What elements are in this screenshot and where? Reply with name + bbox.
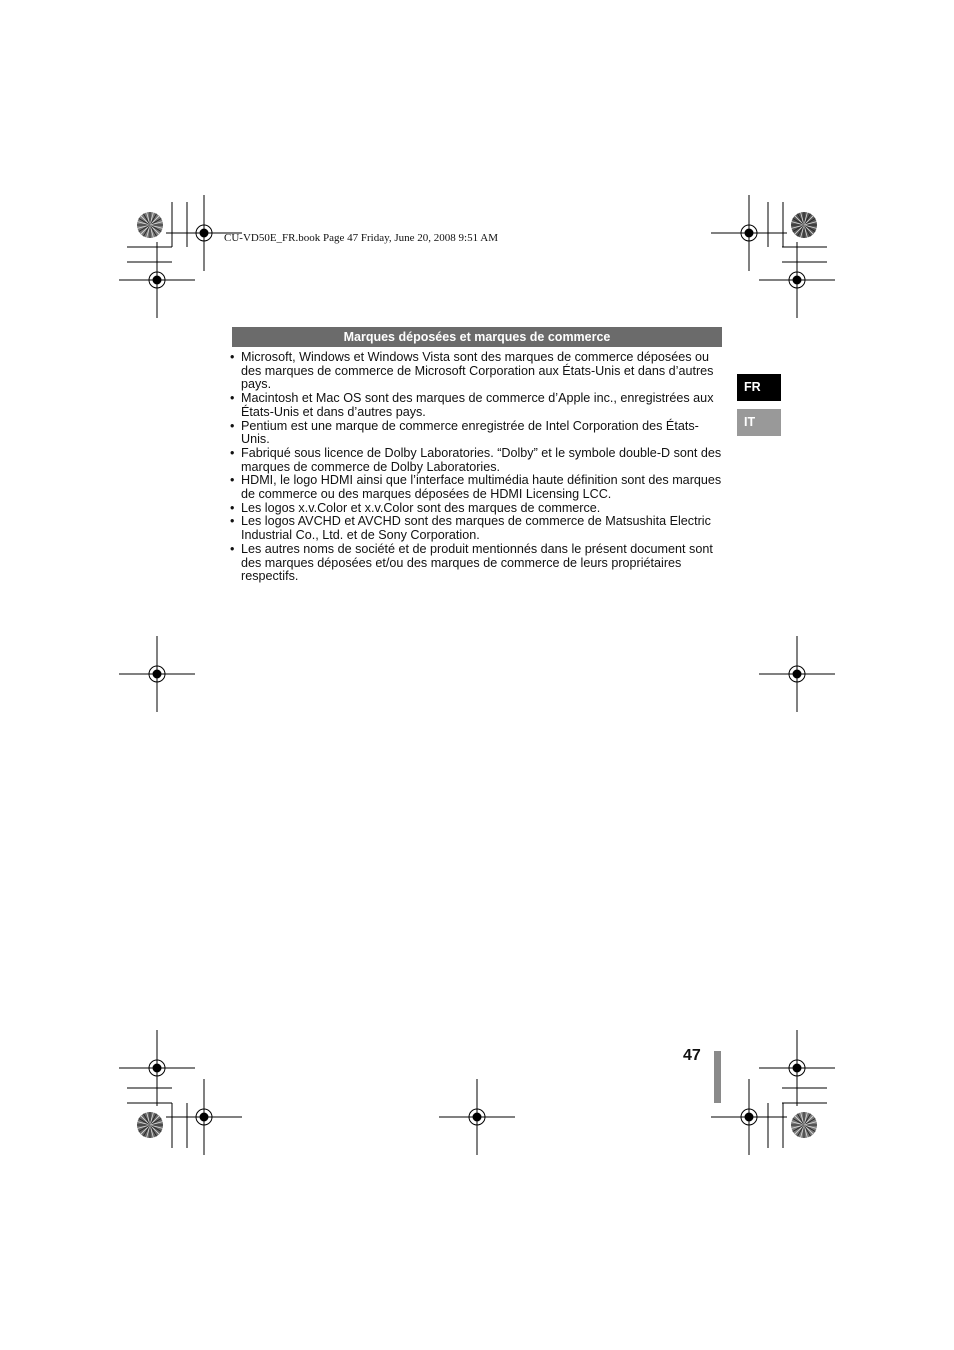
page-edge-bar xyxy=(714,1051,721,1103)
trademark-list xyxy=(230,351,724,584)
list-item: • Macintosh et Mac OS sont des marques de commerce d’Apple inc., enregistrées aux États-Unis et dans d’autres pays. xyxy=(230,392,724,419)
list-item: • HDMI, le logo HDMI ainsi que l’interface multimédia haute définition sont des marques de commerce ou des marques déposées de HDMI Licensing LCC. xyxy=(230,474,724,501)
color-calibration-starburst-icon xyxy=(137,1112,163,1138)
registration-target-icon xyxy=(759,1030,835,1106)
list-item: • Les logos x.v.Color et x.v.Color sont des marques de commerce. xyxy=(230,502,724,516)
list-item: • Pentium est une marque de commerce enregistrée de Intel Corporation des États-Unis. xyxy=(230,420,724,447)
color-calibration-starburst-icon xyxy=(791,212,817,238)
registration-target-icon xyxy=(166,1079,242,1155)
section-title: Marques déposées et marques de commerce xyxy=(232,327,722,347)
page-number: 47 xyxy=(683,1047,701,1064)
registration-target-icon xyxy=(119,1030,195,1106)
language-tab-fr[interactable]: FR xyxy=(737,374,781,401)
language-tab-it[interactable]: IT xyxy=(737,409,781,436)
registration-target-icon xyxy=(759,636,835,712)
list-item: • Fabriqué sous licence de Dolby Laboratories. “Dolby” et le symbole double-D sont des marques de commerce de Dolby Laboratories. xyxy=(230,447,724,474)
registration-target-icon xyxy=(711,1079,787,1155)
registration-target-icon xyxy=(439,1079,515,1155)
list-item: • Les logos AVCHD et AVCHD sont des marques de commerce de Matsushita Electric Industrial Co., Ltd. et de Sony Corporation. xyxy=(230,515,724,542)
color-calibration-starburst-icon xyxy=(791,1112,817,1138)
list-item: • Microsoft, Windows et Windows Vista sont des marques de commerce déposées ou des marques de commerce de Microsoft Corporation aux États-Unis et dans d’autres pays. xyxy=(230,351,724,392)
registration-target-icon xyxy=(759,242,835,318)
color-calibration-starburst-icon xyxy=(137,212,163,238)
registration-target-icon xyxy=(119,636,195,712)
file-info-header: CU-VD50E_FR.book Page 47 Friday, June 20, 2008 9:51 AM xyxy=(224,232,498,244)
registration-target-icon xyxy=(711,195,787,271)
registration-target-icon xyxy=(119,242,195,318)
list-item: • Les autres noms de société et de produit mentionnés dans le présent document sont des marques déposées et/ou des marques de commerce de leurs propriétaires respectifs. xyxy=(230,543,724,584)
